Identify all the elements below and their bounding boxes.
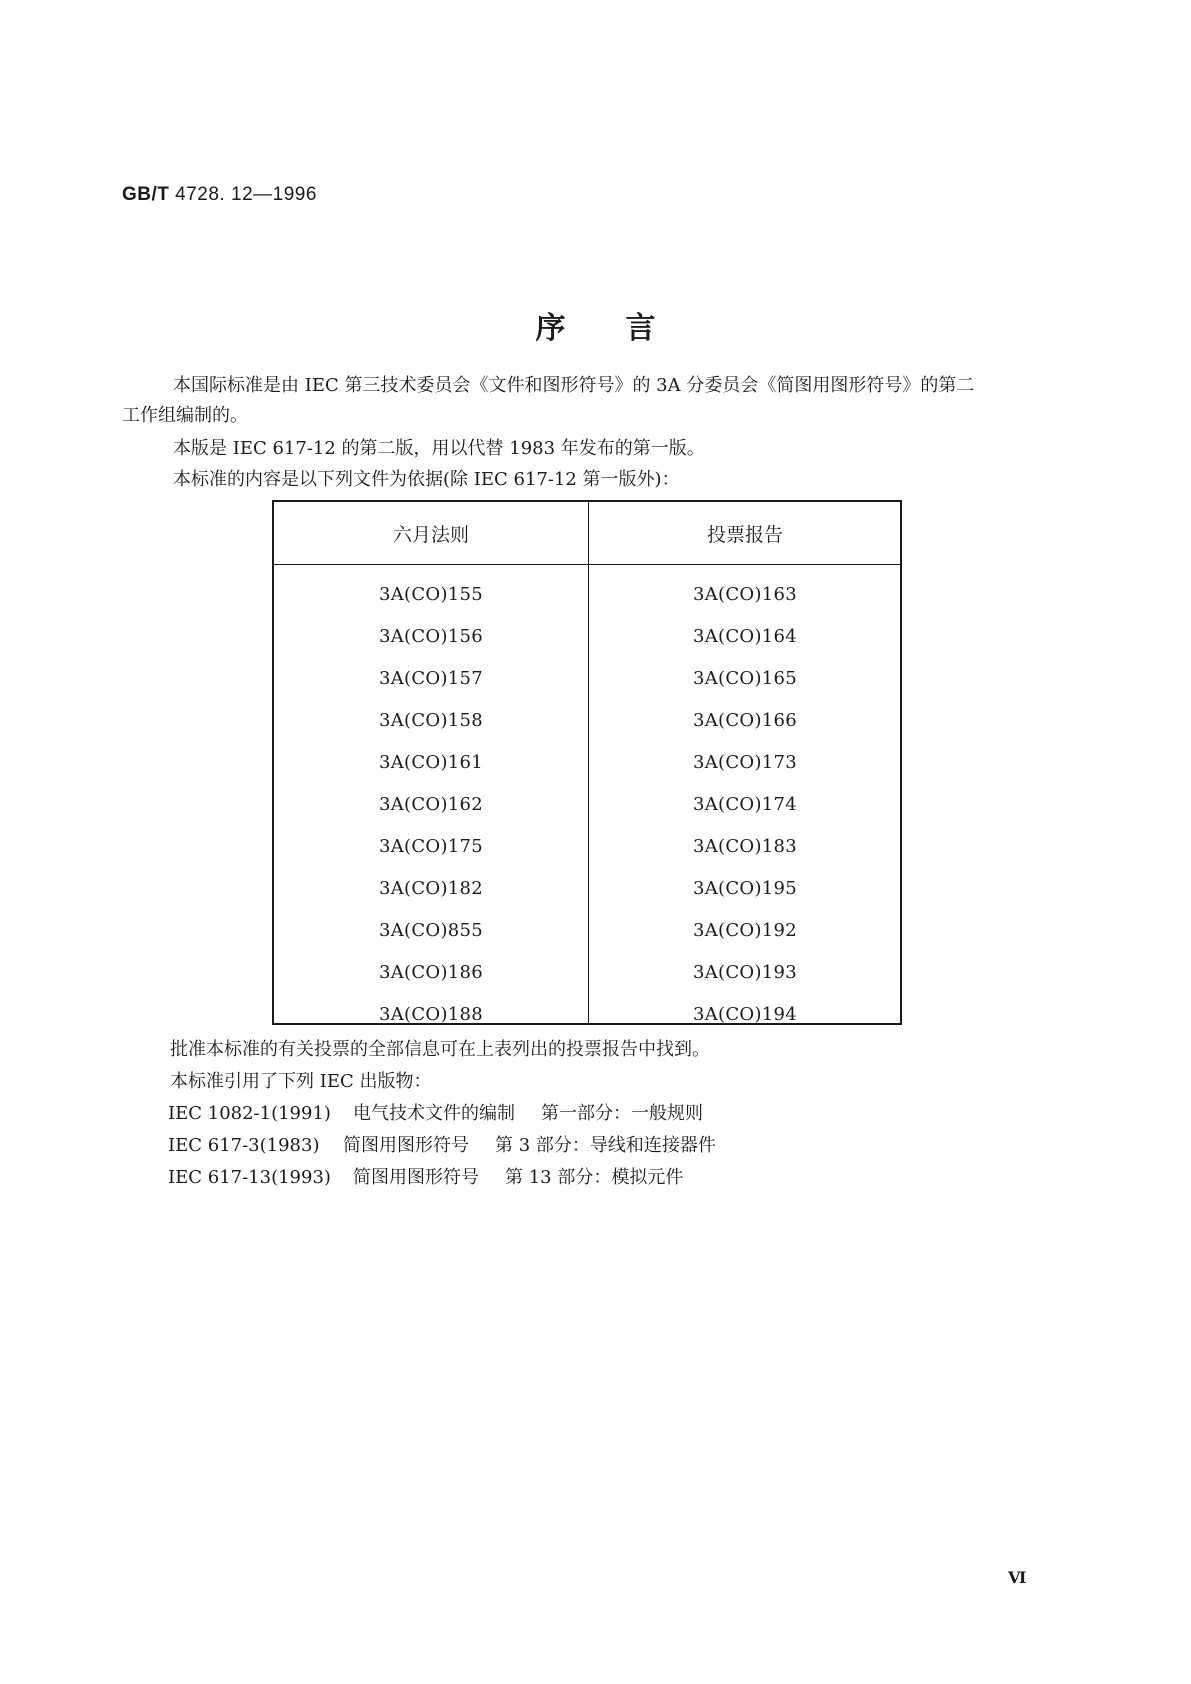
table-cell: 3A(CO)158 (378, 710, 484, 731)
table-cell: 3A(CO)163 (692, 584, 798, 605)
page-title: 序言 (535, 311, 716, 346)
table-cell: 3A(CO)855 (378, 920, 484, 941)
reference-item (168, 1164, 683, 1192)
paragraph-references-intro: 本标准引用了下列 IEC 出版物： (170, 1071, 432, 1092)
table-cell: 3A(CO)164 (692, 626, 798, 647)
table-cell: 3A(CO)161 (378, 752, 484, 773)
reference-title: 简图用图形符号 (353, 1167, 479, 1188)
table-cell: 3A(CO)174 (692, 794, 798, 815)
table-cell: 3A(CO)183 (692, 836, 798, 857)
paragraph-basis: 本标准的内容是以下列文件为依据(除 IEC 617-12 第一版外)： (173, 469, 680, 490)
paragraph-origin-continued: 工作组编制的。 (122, 405, 248, 426)
reference-title: 简图用图形符号 (343, 1135, 469, 1156)
standard-code-prefix: GB/T (122, 184, 170, 205)
table-cell: 3A(CO)175 (378, 836, 484, 857)
table-header-divider (274, 564, 900, 565)
paragraph-voting-info: 批准本标准的有关投票的全部信息可在上表列出的投票报告中找到。 (170, 1039, 710, 1060)
reference-code: IEC 617-13(1993) (168, 1167, 331, 1188)
table-cell: 3A(CO)194 (692, 1004, 798, 1025)
documents-table (272, 500, 902, 1025)
table-cell: 3A(CO)192 (692, 920, 798, 941)
reference-part: 第一部分：一般规则 (541, 1103, 703, 1124)
table-header-six-months-rule: 六月法则 (392, 524, 469, 546)
standard-code (122, 184, 317, 206)
table-cell: 3A(CO)195 (692, 878, 798, 899)
reference-part: 第 3 部分：导线和连接器件 (495, 1135, 716, 1156)
reference-code: IEC 617-3(1983) (168, 1135, 320, 1156)
table-cell: 3A(CO)193 (692, 962, 798, 983)
paragraph-origin: 本国际标准是由 IEC 第三技术委员会《文件和图形符号》的 3A 分委员会《简图用图形符号》的第二 (173, 375, 975, 396)
table-cell: 3A(CO)156 (378, 626, 484, 647)
reference-code: IEC 1082-1(1991) (168, 1103, 331, 1124)
reference-title: 电气技术文件的编制 (353, 1103, 515, 1124)
paragraph-edition: 本版是 IEC 617-12 的第二版，用以代替 1983 年发布的第一版。 (173, 438, 705, 459)
table-column-six-months-rule (274, 580, 588, 1042)
table-cell: 3A(CO)173 (692, 752, 798, 773)
table-cell: 3A(CO)182 (378, 878, 484, 899)
table-cell: 3A(CO)157 (378, 668, 484, 689)
table-cell: 3A(CO)188 (378, 1004, 484, 1025)
reference-item (168, 1100, 703, 1128)
table-cell: 3A(CO)155 (378, 584, 484, 605)
standard-code-number: 4728. 12—1996 (175, 184, 317, 205)
table-cell: 3A(CO)166 (692, 710, 798, 731)
table-cell: 3A(CO)165 (692, 668, 798, 689)
page-number: Ⅵ (1008, 1568, 1027, 1587)
reference-item (168, 1132, 716, 1160)
table-cell: 3A(CO)162 (378, 794, 484, 815)
table-header-voting-report: 投票报告 (706, 524, 783, 546)
table-column-voting-report (588, 580, 902, 1042)
table-cell: 3A(CO)186 (378, 962, 484, 983)
reference-part: 第 13 部分：模拟元件 (505, 1167, 684, 1188)
